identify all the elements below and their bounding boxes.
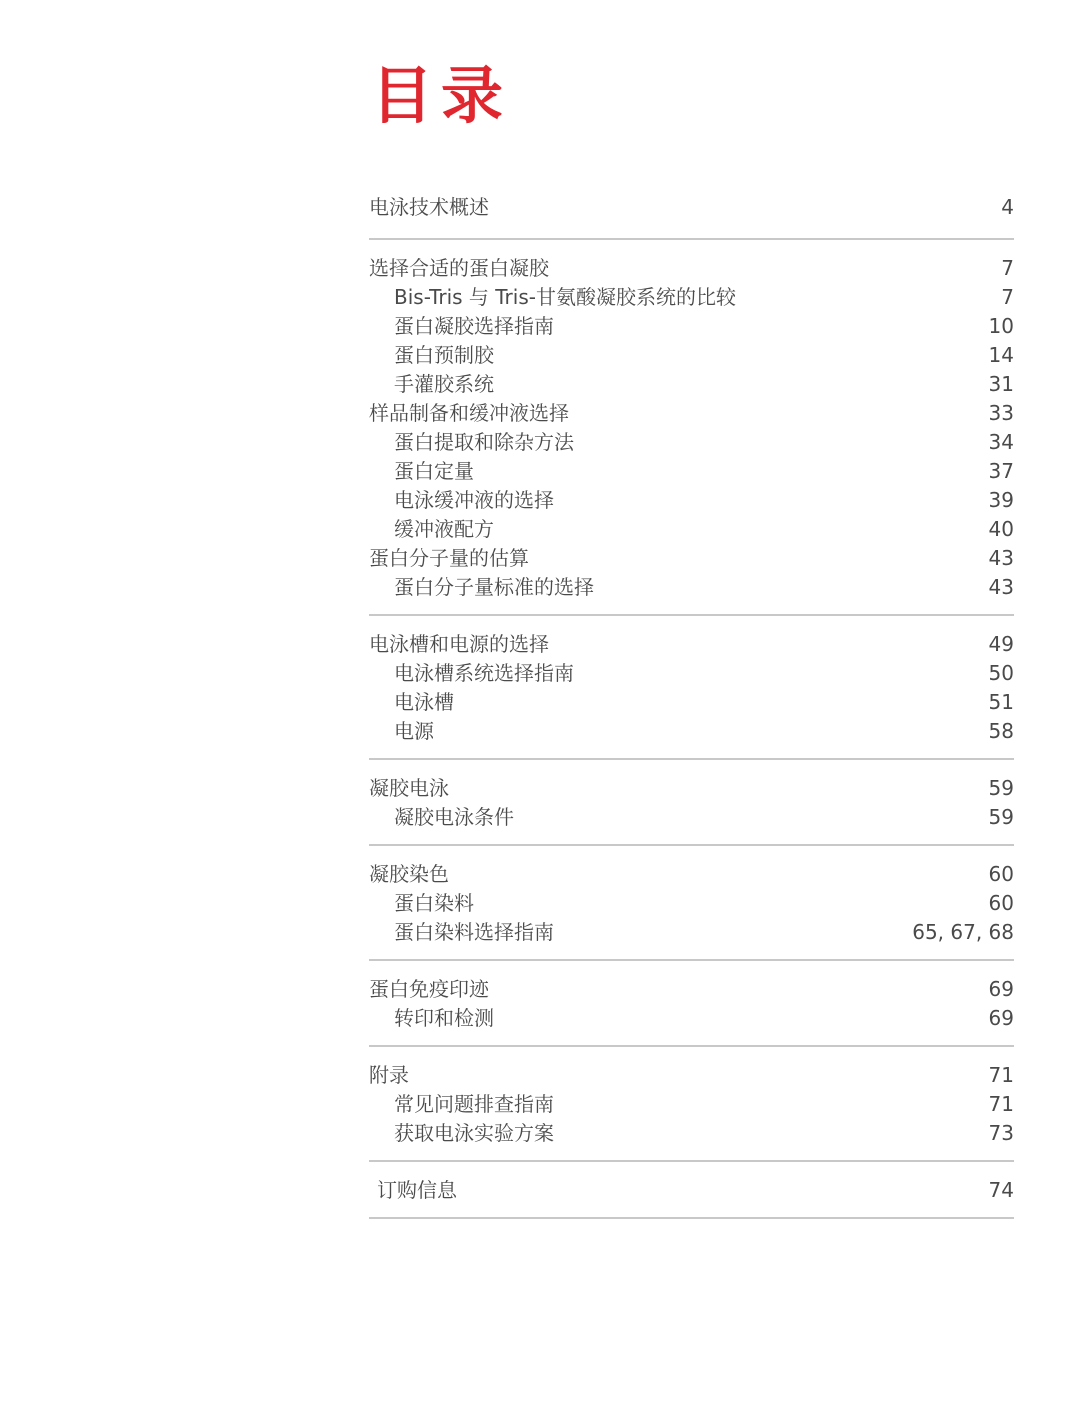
toc-page-number: 50 <box>988 661 1014 685</box>
toc-section <box>369 193 1014 240</box>
toc-section <box>369 1047 1014 1162</box>
toc-page-number: 60 <box>988 862 1014 886</box>
toc-entry[interactable] <box>369 630 1014 659</box>
toc-page-number: 43 <box>988 575 1014 599</box>
toc-entry[interactable] <box>369 399 1014 428</box>
toc-page-number: 7 <box>1001 285 1014 309</box>
toc-entry-label: 电泳技术概述 <box>369 195 489 219</box>
toc-entry-label: 蛋白分子量的估算 <box>369 546 529 570</box>
toc-entry[interactable] <box>369 774 1014 803</box>
toc-page-number: 4 <box>1001 195 1014 219</box>
toc-section <box>369 616 1014 760</box>
toc-subentry[interactable] <box>369 486 1014 515</box>
toc-page-number: 74 <box>988 1178 1014 1202</box>
toc-subentry[interactable] <box>369 918 1014 947</box>
toc-page-number: 33 <box>988 401 1014 425</box>
toc-section <box>369 961 1014 1047</box>
toc-subentry[interactable] <box>369 659 1014 688</box>
toc-entry-label: 常见问题排查指南 <box>394 1092 554 1116</box>
toc-entry-label: 样品制备和缓冲液选择 <box>369 401 569 425</box>
toc-entry[interactable] <box>369 1061 1014 1090</box>
toc-page-number: 14 <box>988 343 1014 367</box>
toc-entry-label: 手灌胶系统 <box>394 372 494 396</box>
toc-entry-label: 蛋白分子量标准的选择 <box>394 575 594 599</box>
toc-entry-label: 选择合适的蛋白凝胶 <box>369 256 549 280</box>
toc-entry-label: 蛋白定量 <box>394 459 474 483</box>
page-title: 目录 <box>371 59 512 132</box>
toc-entry-label: 电泳槽系统选择指南 <box>394 661 574 685</box>
toc-entry[interactable] <box>369 193 1014 222</box>
toc-entry-label: 电泳槽和电源的选择 <box>369 632 549 656</box>
toc-subentry[interactable] <box>369 717 1014 746</box>
toc-subentry[interactable] <box>369 573 1014 602</box>
toc-entry-label: 电泳槽 <box>394 690 454 714</box>
toc-entry-label: 蛋白凝胶选择指南 <box>394 314 554 338</box>
toc-entry-label: 凝胶电泳 <box>369 776 449 800</box>
toc-entry[interactable] <box>369 860 1014 889</box>
toc-entry-label: 蛋白染料选择指南 <box>394 920 554 944</box>
toc-page-number: 65, 67, 68 <box>912 920 1014 944</box>
toc-subentry[interactable] <box>369 1119 1014 1148</box>
toc-page-number: 49 <box>988 632 1014 656</box>
toc-section <box>369 1162 1014 1219</box>
toc-subentry[interactable] <box>369 341 1014 370</box>
toc-subentry[interactable] <box>369 370 1014 399</box>
toc-entry-label: 转印和检测 <box>394 1006 494 1030</box>
toc-page-number: 59 <box>988 805 1014 829</box>
toc-entry-label: 电源 <box>394 719 434 743</box>
toc-page-number: 59 <box>988 776 1014 800</box>
toc-page-number: 71 <box>988 1063 1014 1087</box>
toc-subentry[interactable] <box>369 515 1014 544</box>
toc-entry-label: 电泳缓冲液的选择 <box>394 488 554 512</box>
toc-page-number: 34 <box>988 430 1014 454</box>
toc-page-number: 51 <box>988 690 1014 714</box>
toc-entry-label: 缓冲液配方 <box>394 517 494 541</box>
table-of-contents <box>369 193 1014 1219</box>
toc-page-number: 69 <box>988 1006 1014 1030</box>
toc-page-number: 37 <box>988 459 1014 483</box>
toc-page-number: 58 <box>988 719 1014 743</box>
toc-page-number: 10 <box>988 314 1014 338</box>
toc-page-number: 43 <box>988 546 1014 570</box>
toc-section <box>369 760 1014 846</box>
toc-subentry[interactable] <box>369 428 1014 457</box>
toc-entry-label: Bis-Tris 与 Tris-甘氨酸凝胶系统的比较 <box>394 285 736 309</box>
toc-entry-label: 蛋白免疫印迹 <box>369 977 489 1001</box>
toc-subentry[interactable] <box>369 283 1014 312</box>
toc-entry-label: 蛋白染料 <box>394 891 474 915</box>
toc-page-number: 60 <box>988 891 1014 915</box>
toc-page-number: 39 <box>988 488 1014 512</box>
toc-subentry[interactable] <box>369 312 1014 341</box>
toc-entry[interactable] <box>369 544 1014 573</box>
toc-entry-label: 蛋白预制胶 <box>394 343 494 367</box>
toc-entry-label: 订购信息 <box>377 1178 457 1202</box>
toc-page-number: 71 <box>988 1092 1014 1116</box>
toc-subentry[interactable] <box>369 1090 1014 1119</box>
toc-page-number: 7 <box>1001 256 1014 280</box>
toc-entry[interactable] <box>369 1176 1014 1205</box>
toc-subentry[interactable] <box>369 803 1014 832</box>
toc-entry-label: 获取电泳实验方案 <box>394 1121 554 1145</box>
toc-page-number: 73 <box>988 1121 1014 1145</box>
toc-page-number: 31 <box>988 372 1014 396</box>
toc-section <box>369 846 1014 961</box>
toc-entry-label: 凝胶电泳条件 <box>394 805 514 829</box>
toc-subentry[interactable] <box>369 457 1014 486</box>
toc-entry[interactable] <box>369 975 1014 1004</box>
toc-page-number: 40 <box>988 517 1014 541</box>
toc-entry-label: 附录 <box>369 1063 409 1087</box>
toc-entry-label: 凝胶染色 <box>369 862 449 886</box>
toc-page-number: 69 <box>988 977 1014 1001</box>
toc-entry[interactable] <box>369 254 1014 283</box>
toc-entry-label: 蛋白提取和除杂方法 <box>394 430 574 454</box>
toc-subentry[interactable] <box>369 889 1014 918</box>
toc-section <box>369 240 1014 616</box>
toc-subentry[interactable] <box>369 688 1014 717</box>
toc-subentry[interactable] <box>369 1004 1014 1033</box>
